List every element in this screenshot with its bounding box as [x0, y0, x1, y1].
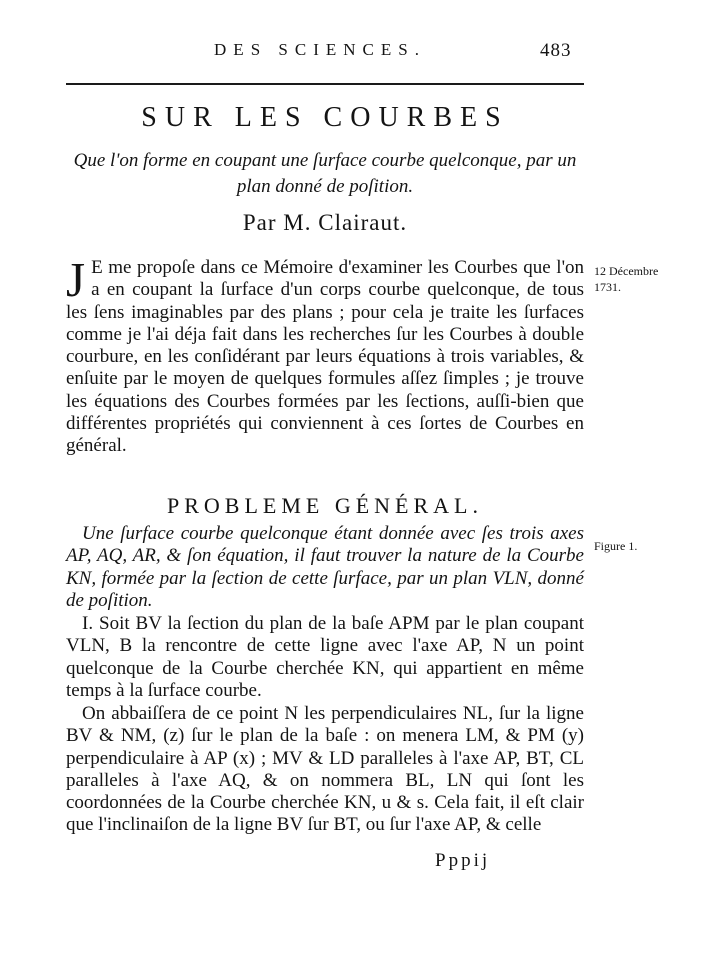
intro-paragraph [66, 252, 584, 458]
paragraph-1: I. Soit BV la ſection du plan de la baſe APM par le plan coupant VLN, B la rencontre de cette ligne avec l'axe AP, N un point quelconque de la Courbe cherchée KN, qui appartient en même temps à la ſurface courbe. [66, 613, 584, 701]
article-subtitle: Que l'on forme en coupant une ſurface courbe quelconque, par un plan donné de poſition. [73, 150, 577, 197]
margin-note-figure: Figure 1. [594, 539, 638, 553]
intro-text: E me propoſe dans ce Mémoire d'examiner les Courbes que l'on a en coupant la ſurface d'un corps courbe quelconque, de tous les ſens imaginables par des plans ; pour cela je traite les ſurfaces comme je l'ai déja fait dans les recherches ſur les Courbes à double courbure, en les conſidérant par leurs équations à trois variables, & enſuite par le moyen de quelques formules aſſez ſimples ; je trouve les équations des Courbes formées par les ſections, auſſi-bien que différentes propriétés qui conviennent à ces ſortes de Courbes en général. [66, 257, 584, 457]
problem-statement: Une ſurface courbe quelconque étant donnée avec ſes trois axes AP, AQ, AR, & ſon équation, il faut trouver la nature de la Courbe KN, formée par la ſection de cette ſurface, par un plan VLN, donné de poſition. [66, 523, 584, 611]
article-title: SUR LES COURBES [141, 102, 509, 133]
problem-heading: PROBLEME GÉNÉRAL. [167, 493, 483, 518]
paragraph-2: On abbaiſſera de ce point N les perpendiculaires NL, ſur la ligne BV & NM, (z) ſur le plan de la baſe : on menera LM, & PM (y) perpendiculaire à AP (x) ; MV & LD paralleles à l'axe AP, BT, CL paralleles à l'axe AQ, & on nommera BL, LN qui ſont les coordonnées de la Courbe cherchée KN, u & s. Cela fait, il eſt clair que l'inclinaiſon de la ligne BV ſur BT, ou ſur l'axe AP, & celle [66, 703, 584, 836]
drop-cap: J [66, 252, 86, 307]
running-head: DES SCIENCES. [214, 40, 426, 59]
page-number: 483 [540, 40, 572, 61]
signature-mark: Pppij [435, 850, 491, 871]
article-author: Par M. Clairaut. [242, 210, 408, 235]
header-rule [66, 83, 584, 85]
margin-note-date: 12 Décembre 1731. [594, 264, 659, 294]
